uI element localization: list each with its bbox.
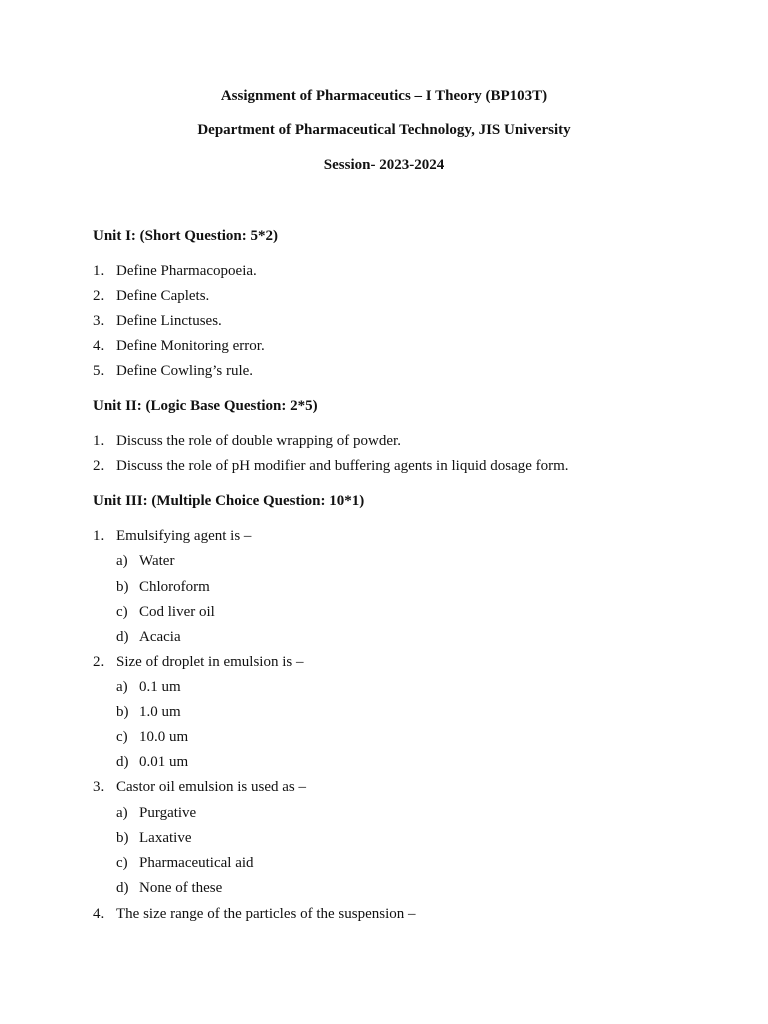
unit-1-question-1 <box>93 262 733 280</box>
option-text: Water <box>139 553 175 569</box>
option-text: Purgative <box>139 805 197 821</box>
mcq-2-option-c <box>116 728 716 746</box>
question-text: Emulsifying agent is – <box>116 528 252 544</box>
question-number: 4. <box>93 906 105 922</box>
mcq-3-option-b <box>116 829 716 847</box>
question-number: 3. <box>93 313 105 329</box>
option-label: d) <box>116 629 129 645</box>
option-text: Chloroform <box>139 579 210 595</box>
question-number: 3. <box>93 779 105 795</box>
department-line: Department of Pharmaceutical Technology, JIS University <box>197 122 571 138</box>
option-text: Cod liver oil <box>139 604 215 620</box>
mcq-question-1 <box>93 527 733 545</box>
question-text: Define Cowling’s rule. <box>116 363 254 379</box>
option-label: b) <box>116 579 129 595</box>
mcq-1-option-c <box>116 603 716 621</box>
question-text: Define Monitoring error. <box>116 338 265 354</box>
question-text: Size of droplet in emulsion is – <box>116 654 304 670</box>
unit-1-question-4 <box>93 337 733 355</box>
mcq-3-option-d <box>116 879 716 897</box>
option-text: None of these <box>139 880 223 896</box>
mcq-2-option-d <box>116 753 716 771</box>
option-label: d) <box>116 754 129 770</box>
option-label: c) <box>116 604 128 620</box>
question-number: 2. <box>93 654 105 670</box>
question-number: 2. <box>93 288 105 304</box>
option-text: 0.01 um <box>139 754 189 770</box>
option-label: c) <box>116 855 128 871</box>
question-number: 1. <box>93 433 105 449</box>
unit-3-heading: Unit III: (Multiple Choice Question: 10*1) <box>93 493 365 509</box>
question-text: Define Linctuses. <box>116 313 222 329</box>
option-text: 0.1 um <box>139 679 181 695</box>
option-label: a) <box>116 553 128 569</box>
question-number: 5. <box>93 363 105 379</box>
question-text: Discuss the role of pH modifier and buffering agents in liquid dosage form. <box>116 458 569 474</box>
mcq-question-2 <box>93 653 733 671</box>
session-line: Session- 2023-2024 <box>323 157 445 173</box>
question-text: Castor oil emulsion is used as – <box>116 779 306 795</box>
mcq-question-3 <box>93 778 733 796</box>
unit-1-question-5 <box>93 362 733 380</box>
option-text: 1.0 um <box>139 704 181 720</box>
option-text: 10.0 um <box>139 729 189 745</box>
option-label: c) <box>116 729 128 745</box>
option-label: b) <box>116 830 129 846</box>
mcq-2-option-b <box>116 703 716 721</box>
option-text: Laxative <box>139 830 192 846</box>
question-text: Discuss the role of double wrapping of powder. <box>116 433 401 449</box>
question-number: 4. <box>93 338 105 354</box>
unit-2-question-2 <box>93 457 733 475</box>
option-label: a) <box>116 679 128 695</box>
unit-1-question-2 <box>93 287 733 305</box>
option-label: b) <box>116 704 129 720</box>
mcq-question-4 <box>93 905 733 923</box>
option-text: Pharmaceutical aid <box>139 855 254 871</box>
mcq-2-option-a <box>116 678 716 696</box>
unit-1-question-3 <box>93 312 733 330</box>
mcq-1-option-d <box>116 628 716 646</box>
question-text: Define Caplets. <box>116 288 210 304</box>
mcq-3-option-c <box>116 854 716 872</box>
unit-2-heading: Unit II: (Logic Base Question: 2*5) <box>93 398 318 414</box>
question-number: 2. <box>93 458 105 474</box>
question-number: 1. <box>93 528 105 544</box>
mcq-1-option-b <box>116 578 716 596</box>
option-text: Acacia <box>139 629 181 645</box>
unit-1-heading: Unit I: (Short Question: 5*2) <box>93 228 279 244</box>
option-label: a) <box>116 805 128 821</box>
question-text: Define Pharmacopoeia. <box>116 263 257 279</box>
mcq-1-option-a <box>116 552 716 570</box>
unit-2-question-1 <box>93 432 733 450</box>
question-number: 1. <box>93 263 105 279</box>
option-label: d) <box>116 880 129 896</box>
question-text: The size range of the particles of the suspension – <box>116 906 416 922</box>
mcq-3-option-a <box>116 804 716 822</box>
assignment-title: Assignment of Pharmaceutics – I Theory (BP103T) <box>220 88 548 104</box>
